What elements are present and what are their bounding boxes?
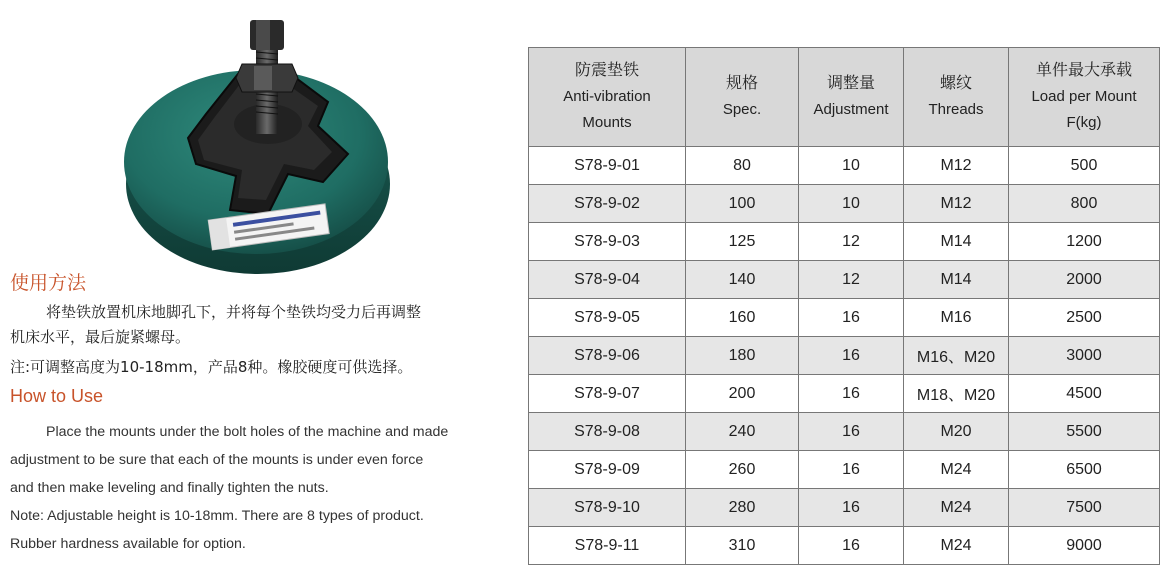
load-cell: 9000 <box>1009 527 1160 565</box>
table-body <box>529 147 1160 565</box>
usage-note-cn: 注:可调整高度为10-18mm，产品8种。橡胶硬度可供选择。 <box>10 358 413 376</box>
model-cell: S78-9-03 <box>529 223 686 261</box>
model-cell: S78-9-05 <box>529 299 686 337</box>
threads-cell: M12 <box>904 147 1009 185</box>
spec-cell: 140 <box>686 261 799 299</box>
threads-cell: M16 <box>904 299 1009 337</box>
threads-cell: M16、M20 <box>904 337 1009 375</box>
usage-instructions-cn <box>10 300 516 350</box>
model-cell: S78-9-10 <box>529 489 686 527</box>
adjustment-cell: 16 <box>799 375 904 413</box>
adjustment-cell: 12 <box>799 223 904 261</box>
usage-line-cn-2: 机床水平，最后旋紧螺母。 <box>10 328 191 346</box>
threads-cell: M14 <box>904 223 1009 261</box>
adjustment-cell: 16 <box>799 299 904 337</box>
load-cell: 1200 <box>1009 223 1160 261</box>
spec-cell: 200 <box>686 375 799 413</box>
load-cell: 2000 <box>1009 261 1160 299</box>
table-row <box>529 147 1160 185</box>
model-cell: S78-9-04 <box>529 261 686 299</box>
threads-cell: M12 <box>904 185 1009 223</box>
specification-table <box>528 47 1160 565</box>
anti-vibration-mount-image <box>118 14 398 276</box>
model-cell: S78-9-11 <box>529 527 686 565</box>
load-cell: 500 <box>1009 147 1160 185</box>
adjustment-cell: 16 <box>799 527 904 565</box>
how-to-use-heading-cn: 使用方法 <box>10 272 87 294</box>
load-cell: 7500 <box>1009 489 1160 527</box>
spec-cell: 100 <box>686 185 799 223</box>
load-cell: 2500 <box>1009 299 1160 337</box>
header-load-per-mount: 单件最大承载 Load per Mount F(kg) <box>1009 48 1160 147</box>
usage-line-en-1: Place the mounts under the bolt holes of the machine and made <box>46 424 449 440</box>
table-row <box>529 185 1160 223</box>
model-cell: S78-9-08 <box>529 413 686 451</box>
adjustment-cell: 16 <box>799 451 904 489</box>
header-adjustment: 调整量 Adjustment <box>799 48 904 147</box>
load-cell: 800 <box>1009 185 1160 223</box>
table-row <box>529 489 1160 527</box>
table-row <box>529 527 1160 565</box>
threads-cell: M20 <box>904 413 1009 451</box>
load-cell: 3000 <box>1009 337 1160 375</box>
usage-note-en-1: Note: Adjustable height is 10-18mm. There are 8 types of product. <box>10 508 424 524</box>
threads-cell: M14 <box>904 261 1009 299</box>
table-row <box>529 299 1160 337</box>
spec-cell: 280 <box>686 489 799 527</box>
model-cell: S78-9-09 <box>529 451 686 489</box>
header-anti-vibration-mounts: 防震垫铁 Anti-vibration Mounts <box>529 48 686 147</box>
adjustment-cell: 12 <box>799 261 904 299</box>
table-header <box>529 48 1160 147</box>
model-cell: S78-9-01 <box>529 147 686 185</box>
adjustment-cell: 16 <box>799 489 904 527</box>
load-cell: 6500 <box>1009 451 1160 489</box>
table-row <box>529 223 1160 261</box>
table-row <box>529 375 1160 413</box>
adjustment-cell: 16 <box>799 337 904 375</box>
model-cell: S78-9-02 <box>529 185 686 223</box>
usage-instructions-en <box>10 418 516 558</box>
how-to-use-heading-en: How to Use <box>10 386 104 406</box>
adjustment-cell: 16 <box>799 413 904 451</box>
table-row <box>529 337 1160 375</box>
spec-cell: 160 <box>686 299 799 337</box>
spec-cell: 260 <box>686 451 799 489</box>
usage-line-cn-1: 将垫铁放置机床地脚孔下，并将每个垫铁均受力后再调整 <box>46 303 422 321</box>
header-spec: 规格 Spec. <box>686 48 799 147</box>
spec-cell: 310 <box>686 527 799 565</box>
usage-line-en-2: adjustment to be sure that each of the mounts is under even force <box>10 452 424 468</box>
spec-cell: 180 <box>686 337 799 375</box>
usage-note-en-2: Rubber hardness available for option. <box>10 536 246 552</box>
model-cell: S78-9-07 <box>529 375 686 413</box>
threads-cell: M24 <box>904 527 1009 565</box>
threads-cell: M18、M20 <box>904 375 1009 413</box>
load-cell: 4500 <box>1009 375 1160 413</box>
adjustment-cell: 10 <box>799 185 904 223</box>
spec-cell: 240 <box>686 413 799 451</box>
spec-cell: 80 <box>686 147 799 185</box>
header-threads: 螺纹 Threads <box>904 48 1009 147</box>
model-cell: S78-9-06 <box>529 337 686 375</box>
threads-cell: M24 <box>904 489 1009 527</box>
adjustment-cell: 10 <box>799 147 904 185</box>
load-cell: 5500 <box>1009 413 1160 451</box>
table-row <box>529 261 1160 299</box>
spec-cell: 125 <box>686 223 799 261</box>
usage-line-en-3: and then make leveling and finally tighten the nuts. <box>10 480 329 496</box>
table-row <box>529 451 1160 489</box>
threads-cell: M24 <box>904 451 1009 489</box>
table-row <box>529 413 1160 451</box>
